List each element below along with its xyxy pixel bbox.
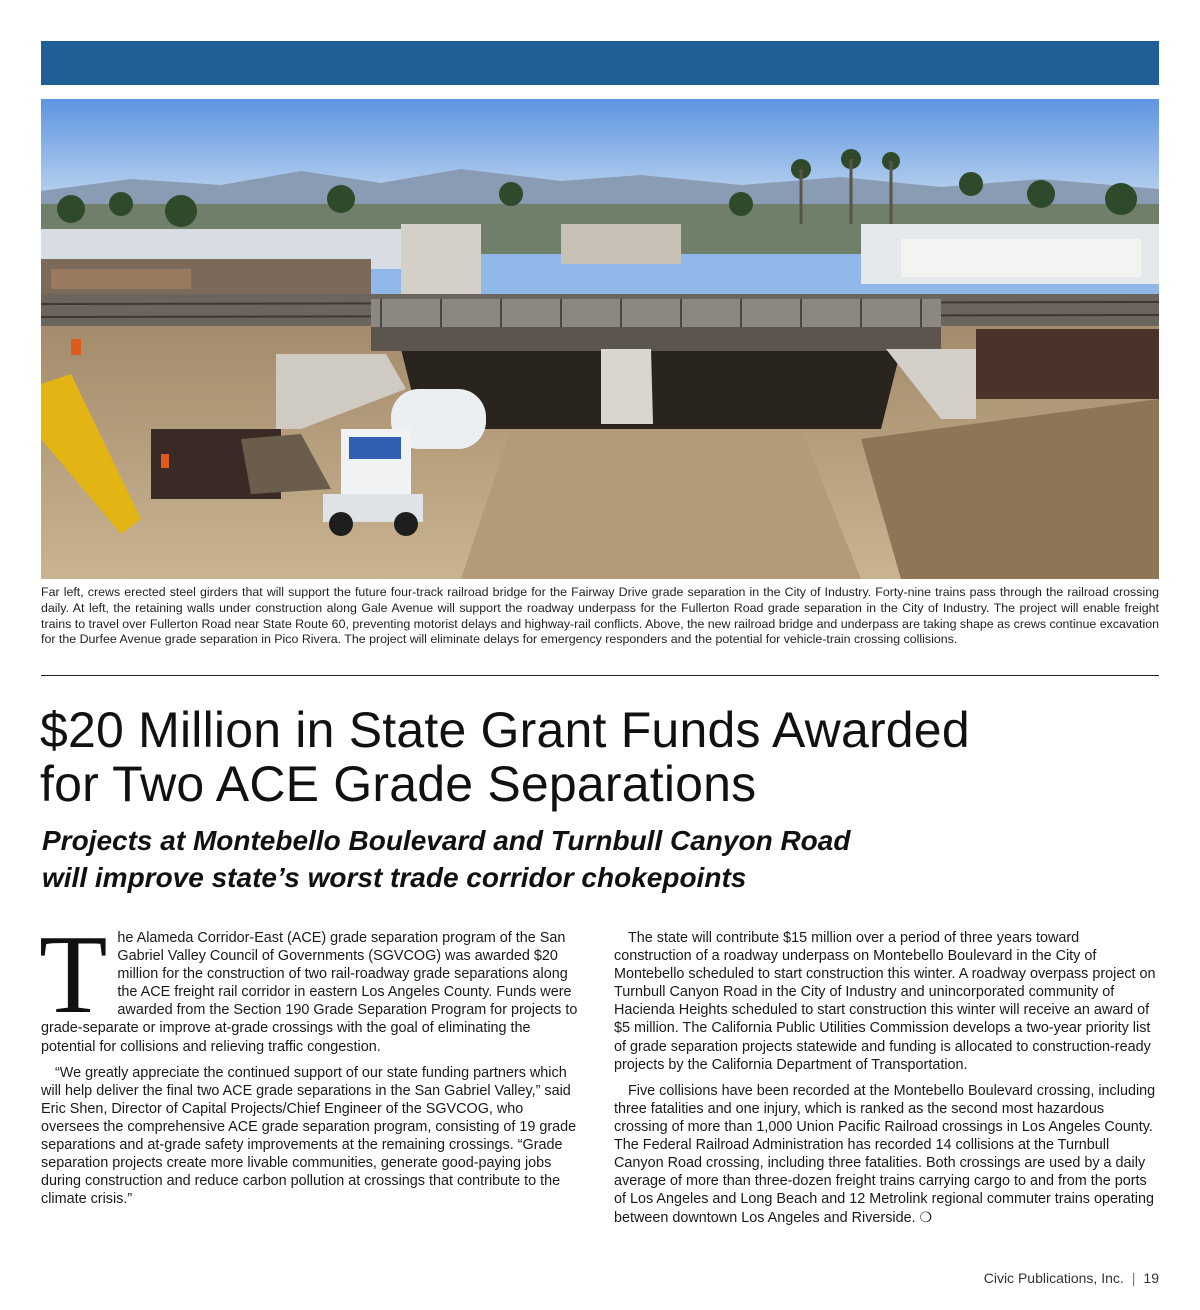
paragraph-1-text: he Alameda Corridor-East (ACE) grade separation program of the San Gabriel Valley Council of Governments (SGVCOG) was awarded $20 million for the construction of two rail-roadway grade separations along the ACE freight rail corridor in eastern Los Angeles County. Funds were awarded from the Section 190 Grade Separation Program for projects to grade-separate or improve at-grade crossings with the goal of eliminating the potential for collisions and relieving traffic congestion. (41, 930, 578, 1055)
header-color-bar (41, 41, 1159, 85)
caption-divider (41, 675, 1159, 676)
article-paragraph-3: The state will contribute $15 million over a period of three years toward construction of a roadway underpass on Montebello Boulevard in the City of Montebello scheduled to start construction this winter. A roadway overpass project on Turnbull Canyon Road in the City of Industry and unincorporated community of Hacienda Heights scheduled to start construction this winter will receive an award of $5 million. The California Public Utilities Commission develops a two-year priority list of grade separation projects statewide and funding is allocated to construction-ready projects by the California Department of Transportation. (614, 930, 1156, 1073)
construction-site-photo (41, 99, 1159, 579)
footer-separator: | (1131, 1270, 1136, 1286)
subhead-line-1: Projects at Montebello Boulevard and Turnbull Canyon Road (42, 825, 851, 856)
article-paragraph-4 (614, 1082, 1160, 1228)
article-column-left (39, 913, 582, 1216)
page-footer (984, 1270, 1159, 1286)
drop-cap: T (39, 913, 108, 1037)
page-number: 19 (1143, 1270, 1159, 1286)
paragraph-4-text: Five collisions have been recorded at the Montebello Boulevard crossing, including three fatalities and one injury, which is ranked as the second most hazardous crossing of more than 1,000 Union Pacific Railroad crossings in Los Angeles County. The Federal Railroad Administration has recorded 14 collisions at the Turnbull Canyon Road crossing, including three fatalities. Both crossings are used by a daily average of more than three-dozen freight trains carrying cargo to and from the ports of Los Angeles and Long Beach and 12 Metrolink regional commuter trains operating between downtown Los Angeles and Riverside. (614, 1082, 1156, 1227)
subhead-line-2: will improve state’s worst trade corridor chokepoints (42, 862, 747, 893)
article-headline (40, 703, 1160, 811)
article-subheadline (42, 822, 1042, 896)
article-column-right (614, 929, 1160, 1236)
photo-caption: Far left, crews erected steel girders that will support the future four-track railroad bridge for the Fairway Drive grade separation in the City of Industry. Forty-nine trains pass through the railroad crossing daily. At left, the retaining walls under construction along Gale Avenue will support the roadway underpass for the Fullerton Road grade separation in the City of Industry. The project will enable freight trains to travel over Fullerton Road near State Route 60, preventing motorist delays and highway-rail conflicts. Above, the new railroad bridge and underpass are taking shape as crews continue excavation for the Durfee Avenue grade separation in Pico Rivera. The project will eliminate delays for emergency responders and the potential for vehicle-train crossing collisions. (41, 585, 1159, 647)
article-paragraph-1 (39, 913, 582, 1056)
end-mark-icon: ❍ (919, 1209, 933, 1226)
article-paragraph-2: “We greatly appreciate the continued support of our state funding partners which will help deliver the final two ACE grade separations in the San Gabriel Valley,” said Eric Shen, Director of Capital Projects/Chief Engineer of the SGVCOG, who oversees the comprehensive ACE grade separation program, consisting of 19 grade separations and at-grade safety improvements at the remaining crossings. “Grade separation projects create more livable communities, generate good-paying jobs during construction and reduce carbon pollution at crossings that contribute to the climate crisis.” (41, 1064, 577, 1208)
headline-line-1: $20 Million in State Grant Funds Awarded (40, 702, 970, 758)
headline-line-2: for Two ACE Grade Separations (40, 756, 757, 812)
footer-publisher: Civic Publications, Inc. (983, 1270, 1124, 1286)
